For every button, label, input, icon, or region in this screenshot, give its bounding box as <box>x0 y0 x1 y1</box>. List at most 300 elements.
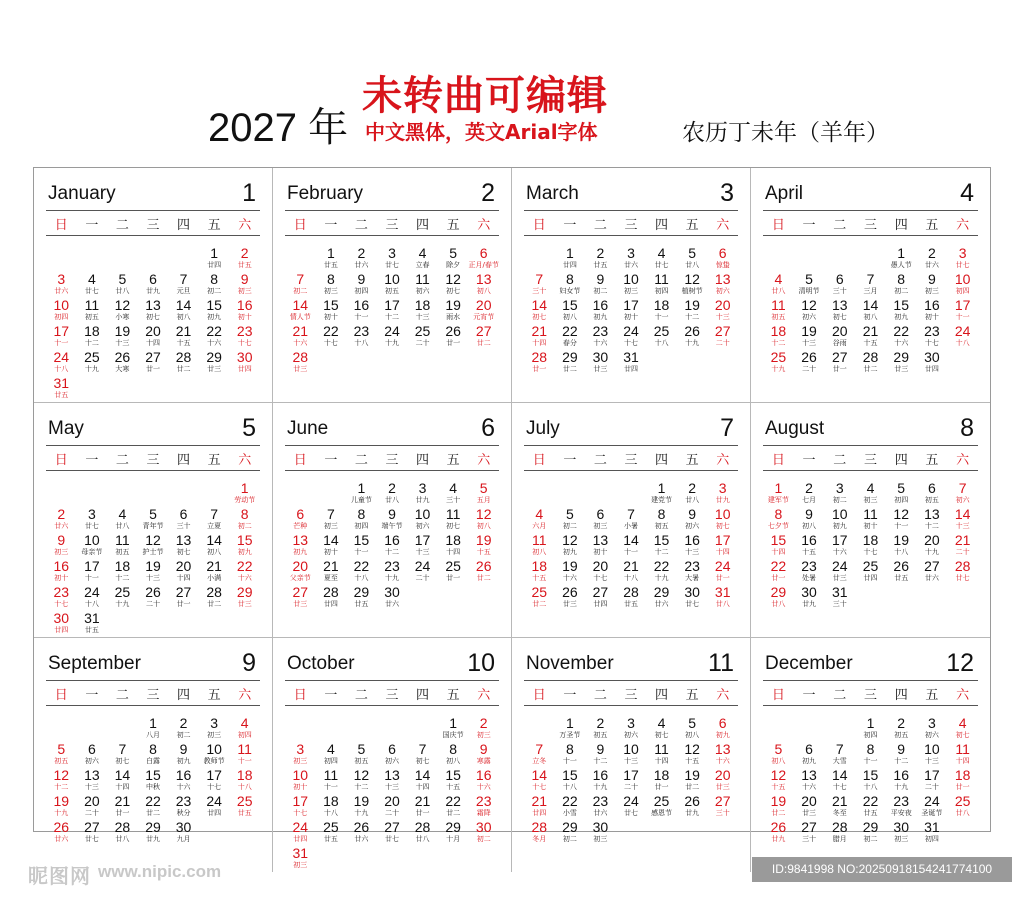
day-cell <box>199 324 230 350</box>
day-cell <box>585 742 616 768</box>
lunar-date: 圣诞节 <box>921 809 943 817</box>
day-cell <box>346 742 377 768</box>
day-number: 9 <box>596 271 605 287</box>
weekday-label: 五 <box>685 452 699 468</box>
day-number: 24 <box>623 323 639 339</box>
weekday-label: 三 <box>624 687 638 703</box>
lunar-date: 初三 <box>593 522 608 530</box>
day-number: 23 <box>353 323 370 339</box>
empty-cell <box>285 481 316 507</box>
day-cell <box>794 585 825 611</box>
day-cell <box>285 272 316 298</box>
day-number: 15 <box>562 767 578 783</box>
day-cell <box>585 324 616 350</box>
day-number: 19 <box>475 532 492 548</box>
day-number: 12 <box>684 271 700 287</box>
month-panel <box>34 638 273 872</box>
day-cell <box>199 768 230 794</box>
day-number: 6 <box>928 480 936 496</box>
day-cell <box>316 585 347 611</box>
day-cell <box>285 507 316 533</box>
lunar-date: 廿二 <box>562 365 577 373</box>
weekday-label: 四 <box>177 687 191 703</box>
lunar-date: 十四 <box>771 548 786 556</box>
lunar-date: 冬月 <box>532 835 547 843</box>
day-cell <box>438 507 469 533</box>
lunar-date: 三十 <box>832 287 847 295</box>
lunar-date: 廿一 <box>715 574 730 582</box>
lunar-date: 初三 <box>476 731 491 739</box>
month-number: 3 <box>720 179 734 207</box>
lunar-date: 初七 <box>654 731 669 739</box>
day-cell <box>824 533 855 559</box>
lunar-date: 初五 <box>593 731 608 739</box>
day-cell <box>677 533 708 559</box>
day-cell <box>199 716 230 742</box>
day-number: 25 <box>770 349 787 365</box>
lunar-date: 廿八 <box>771 287 786 295</box>
day-cell <box>677 298 708 324</box>
lunar-date: 九月 <box>176 835 191 843</box>
lunar-date: 初三 <box>323 522 338 530</box>
day-cell <box>824 559 855 585</box>
lunar-date: 廿三 <box>894 365 909 373</box>
month-name: August <box>765 418 825 439</box>
lunar-date: 处暑 <box>802 574 817 582</box>
lunar-date: 廿一 <box>415 809 430 817</box>
day-number: 11 <box>654 271 669 287</box>
day-cell <box>677 742 708 768</box>
lunar-date: 二十 <box>955 548 970 556</box>
day-number: 27 <box>801 819 817 835</box>
day-number: 26 <box>53 819 70 835</box>
weekday-label: 二 <box>115 687 129 703</box>
day-cell <box>855 533 886 559</box>
empty-cell <box>107 481 138 507</box>
day-cell <box>794 820 825 846</box>
month-number: 6 <box>481 414 495 442</box>
weekday-label: 二 <box>354 452 368 468</box>
day-cell <box>677 768 708 794</box>
lunar-date: 十八 <box>323 809 338 817</box>
weekday-label: 日 <box>293 687 307 703</box>
lunar-date: 廿三 <box>593 365 608 373</box>
day-number: 21 <box>862 323 879 339</box>
day-cell <box>377 820 408 846</box>
weekday-label: 日 <box>54 687 68 703</box>
lunar-date: 初四 <box>354 522 369 530</box>
day-cell <box>763 742 794 768</box>
lunar-date: 小满 <box>207 574 222 582</box>
weekday-label: 日 <box>532 217 546 233</box>
day-cell <box>886 324 917 350</box>
lunar-date: 廿六 <box>354 261 369 269</box>
lunar-date: 初六 <box>384 757 399 765</box>
month-number: 10 <box>467 649 495 677</box>
lunar-date: 廿一 <box>532 365 547 373</box>
day-number: 15 <box>770 532 787 548</box>
lunar-date: 初三 <box>207 731 222 739</box>
day-cell <box>524 350 555 376</box>
lunar-date: 初九 <box>593 313 608 321</box>
lunar-date: 廿七 <box>384 835 399 843</box>
day-number: 1 <box>565 245 574 261</box>
day-number: 30 <box>801 584 817 600</box>
lunar-date: 初六 <box>84 757 99 765</box>
empty-cell <box>107 246 138 272</box>
day-number: 3 <box>835 480 844 496</box>
lunar-date: 十一 <box>623 548 638 556</box>
day-cell <box>555 742 586 768</box>
day-number: 26 <box>562 584 578 600</box>
month-panel <box>512 168 751 403</box>
day-number: 20 <box>831 323 848 339</box>
empty-cell <box>763 716 794 742</box>
lunar-date: 十七 <box>54 600 69 608</box>
day-number: 20 <box>292 558 309 574</box>
weekday-header <box>285 681 499 706</box>
weekday-label: 二 <box>833 217 847 233</box>
day-cell <box>555 298 586 324</box>
lunar-date: 大寒 <box>115 365 130 373</box>
day-cell <box>77 820 108 846</box>
day-cell <box>438 716 469 742</box>
day-cell <box>763 481 794 507</box>
day-cell <box>855 768 886 794</box>
day-number: 7 <box>535 741 544 757</box>
day-cell <box>407 298 438 324</box>
day-number: 22 <box>770 558 787 574</box>
month-header <box>763 168 978 211</box>
lunar-date: 廿二 <box>476 339 491 347</box>
day-number: 10 <box>384 271 400 287</box>
day-number: 21 <box>531 793 548 809</box>
day-number: 1 <box>210 245 219 261</box>
lunar-date: 初二 <box>293 287 308 295</box>
day-number: 5 <box>57 741 66 757</box>
weekday-label: 二 <box>593 217 607 233</box>
lunar-date: 廿二 <box>532 600 547 608</box>
day-cell <box>555 768 586 794</box>
day-number: 7 <box>866 271 875 287</box>
day-cell <box>77 585 108 611</box>
lunar-date: 初四 <box>955 287 970 295</box>
lunar-date: 三十 <box>176 522 191 530</box>
day-cell <box>794 794 825 820</box>
day-cell <box>77 559 108 585</box>
day-cell <box>947 272 978 298</box>
day-number: 24 <box>954 323 971 339</box>
day-cell <box>917 716 948 742</box>
day-cell <box>46 507 77 533</box>
lunar-date: 十八 <box>237 783 252 791</box>
lunar-date: 十三 <box>115 339 130 347</box>
lunar-date: 初五 <box>115 548 130 556</box>
weekday-label: 一 <box>324 687 338 703</box>
day-number: 14 <box>175 297 192 313</box>
day-cell <box>794 350 825 376</box>
day-cell <box>46 585 77 611</box>
day-number: 26 <box>445 323 461 339</box>
lunar-date: 十七 <box>593 574 608 582</box>
lunar-date: 廿四 <box>924 365 939 373</box>
day-cell <box>585 350 616 376</box>
day-number: 18 <box>531 558 548 574</box>
day-number: 27 <box>145 349 161 365</box>
lunar-date: 初五 <box>771 313 786 321</box>
day-number: 15 <box>323 297 339 313</box>
lunar-date: 廿二 <box>476 574 491 582</box>
lunar-date: 十四 <box>115 783 130 791</box>
lunar-date: 初九 <box>802 757 817 765</box>
day-cell <box>199 742 230 768</box>
day-number: 10 <box>623 271 639 287</box>
month-number: 2 <box>481 179 495 207</box>
day-number: 30 <box>175 819 192 835</box>
day-cell <box>763 272 794 298</box>
weekday-label: 日 <box>532 452 546 468</box>
lunar-date: 十五 <box>176 339 191 347</box>
lunar-date: 廿二 <box>176 365 191 373</box>
weekday-header <box>524 446 738 471</box>
empty-cell <box>824 716 855 742</box>
empty-cell <box>555 481 586 507</box>
weekday-label: 五 <box>685 217 699 233</box>
day-cell <box>377 559 408 585</box>
day-cell <box>616 794 647 820</box>
lunar-date: 十八 <box>562 783 577 791</box>
day-grid <box>524 481 738 611</box>
day-number: 25 <box>414 323 431 339</box>
lunar-date: 初八 <box>446 757 461 765</box>
day-number: 9 <box>479 741 488 757</box>
lunar-date: 初三 <box>237 287 252 295</box>
day-cell <box>285 324 316 350</box>
day-cell <box>794 742 825 768</box>
day-number: 1 <box>565 715 574 731</box>
day-cell <box>947 246 978 272</box>
day-cell <box>855 742 886 768</box>
day-number: 14 <box>862 297 879 313</box>
lunar-date: 愚人节 <box>890 261 912 269</box>
day-cell <box>677 794 708 820</box>
day-cell <box>229 794 260 820</box>
day-number: 13 <box>592 532 609 548</box>
day-cell <box>285 559 316 585</box>
day-cell <box>316 768 347 794</box>
lunar-date: 廿四 <box>237 365 252 373</box>
day-cell <box>524 742 555 768</box>
lunar-date: 廿七 <box>623 809 638 817</box>
day-number: 5 <box>688 715 697 731</box>
empty-cell <box>285 716 316 742</box>
day-cell <box>616 768 647 794</box>
lunar-date: 初十 <box>293 783 308 791</box>
day-number: 29 <box>770 584 787 600</box>
lunar-date: 初九 <box>207 313 222 321</box>
lunar-date: 除夕 <box>446 261 461 269</box>
lunar-date: 十九 <box>894 783 909 791</box>
lunar-date: 十二 <box>354 783 369 791</box>
weekday-label: 日 <box>54 452 68 468</box>
day-number: 29 <box>236 584 253 600</box>
day-cell <box>794 533 825 559</box>
day-number: 4 <box>326 741 335 757</box>
lunar-date: 廿一 <box>446 339 461 347</box>
day-cell <box>316 298 347 324</box>
lunar-date: 初九 <box>832 522 847 530</box>
day-cell <box>229 298 260 324</box>
day-cell <box>377 794 408 820</box>
lunar-date: 腊月 <box>832 835 847 843</box>
day-number: 23 <box>684 558 700 574</box>
day-number: 24 <box>292 819 309 835</box>
day-number: 15 <box>145 767 161 783</box>
day-number: 6 <box>718 715 727 731</box>
lunar-date: 十四 <box>955 757 970 765</box>
day-number: 18 <box>653 297 670 313</box>
day-grid <box>285 716 499 872</box>
day-cell <box>886 246 917 272</box>
month-name: November <box>526 653 614 674</box>
day-number: 28 <box>531 819 548 835</box>
day-cell <box>468 507 499 533</box>
empty-cell <box>346 716 377 742</box>
day-number: 13 <box>384 767 400 783</box>
day-cell <box>555 820 586 846</box>
day-cell <box>168 298 199 324</box>
day-cell <box>677 716 708 742</box>
day-cell <box>168 768 199 794</box>
lunar-date: 初八 <box>476 522 491 530</box>
day-number: 16 <box>384 532 400 548</box>
day-number: 8 <box>774 506 783 522</box>
day-cell <box>763 350 794 376</box>
lunar-date: 十六 <box>293 339 308 347</box>
day-number: 29 <box>445 819 461 835</box>
day-cell <box>107 559 138 585</box>
day-cell <box>468 246 499 272</box>
month-panel <box>34 168 273 403</box>
day-cell <box>616 533 647 559</box>
day-number: 14 <box>954 506 971 522</box>
day-number: 27 <box>924 558 940 574</box>
lunar-date: 十六 <box>593 339 608 347</box>
lunar-date: 廿五 <box>863 809 878 817</box>
day-cell <box>229 481 260 507</box>
day-cell <box>677 559 708 585</box>
day-cell <box>199 533 230 559</box>
day-number: 31 <box>292 845 309 861</box>
lunar-date: 十三 <box>84 783 99 791</box>
day-cell <box>855 794 886 820</box>
empty-cell <box>46 246 77 272</box>
day-cell <box>46 376 77 402</box>
day-cell <box>138 768 169 794</box>
day-number: 18 <box>445 532 461 548</box>
day-cell <box>168 742 199 768</box>
day-number: 22 <box>862 793 879 809</box>
month-number: 12 <box>946 649 974 677</box>
lunar-date: 十四 <box>145 339 160 347</box>
day-cell <box>377 768 408 794</box>
day-number: 30 <box>924 349 940 365</box>
day-number: 1 <box>866 715 875 731</box>
day-number: 24 <box>714 558 731 574</box>
weekday-label: 三 <box>146 217 160 233</box>
day-number: 21 <box>114 793 131 809</box>
day-number: 6 <box>479 245 488 261</box>
day-number: 12 <box>445 271 461 287</box>
day-cell <box>168 507 199 533</box>
lunar-date: 廿七 <box>685 600 700 608</box>
day-cell <box>646 298 677 324</box>
day-number: 29 <box>145 819 161 835</box>
day-number: 16 <box>893 767 909 783</box>
lunar-date: 廿八 <box>685 496 700 504</box>
lunar-date: 廿七 <box>84 287 99 295</box>
day-number: 31 <box>84 610 100 626</box>
day-cell <box>677 585 708 611</box>
day-number: 29 <box>562 819 578 835</box>
day-number: 10 <box>53 297 70 313</box>
weekday-label: 日 <box>293 217 307 233</box>
weekday-label: 四 <box>416 452 430 468</box>
day-cell <box>168 350 199 376</box>
lunar-date: 元宵节 <box>473 313 495 321</box>
day-number: 20 <box>84 793 100 809</box>
day-number: 6 <box>835 271 844 287</box>
day-number: 22 <box>445 793 461 809</box>
day-number: 5 <box>357 741 366 757</box>
empty-cell <box>763 246 794 272</box>
lunar-date: 十九 <box>384 574 399 582</box>
day-cell <box>107 585 138 611</box>
day-number: 27 <box>475 323 492 339</box>
lunar-date: 十一 <box>354 313 369 321</box>
lunar-date: 廿九 <box>715 496 730 504</box>
month-number: 11 <box>708 649 734 677</box>
lunar-date: 白露 <box>145 757 160 765</box>
day-number: 3 <box>958 245 967 261</box>
day-cell <box>585 246 616 272</box>
day-grid <box>763 481 978 611</box>
empty-cell <box>316 481 347 507</box>
lunar-date: 十三 <box>145 574 160 582</box>
lunar-date: 十七 <box>924 339 939 347</box>
day-cell <box>585 716 616 742</box>
day-number: 22 <box>562 793 578 809</box>
lunar-date: 情人节 <box>289 313 311 321</box>
lunar-date: 廿一 <box>771 574 786 582</box>
lunar-date: 廿八 <box>771 600 786 608</box>
day-number: 29 <box>353 584 370 600</box>
day-cell <box>824 794 855 820</box>
lunar-date: 十七 <box>207 783 222 791</box>
day-number: 8 <box>866 741 875 757</box>
day-number: 6 <box>388 741 396 757</box>
month-number: 1 <box>242 179 256 207</box>
day-cell <box>468 716 499 742</box>
day-number: 28 <box>831 819 848 835</box>
weekday-header <box>524 681 738 706</box>
day-cell <box>855 298 886 324</box>
lunar-date: 廿六 <box>384 600 399 608</box>
day-cell <box>646 246 677 272</box>
weekday-label: 一 <box>563 452 577 468</box>
lunar-date: 初八 <box>771 757 786 765</box>
day-number: 2 <box>897 715 906 731</box>
